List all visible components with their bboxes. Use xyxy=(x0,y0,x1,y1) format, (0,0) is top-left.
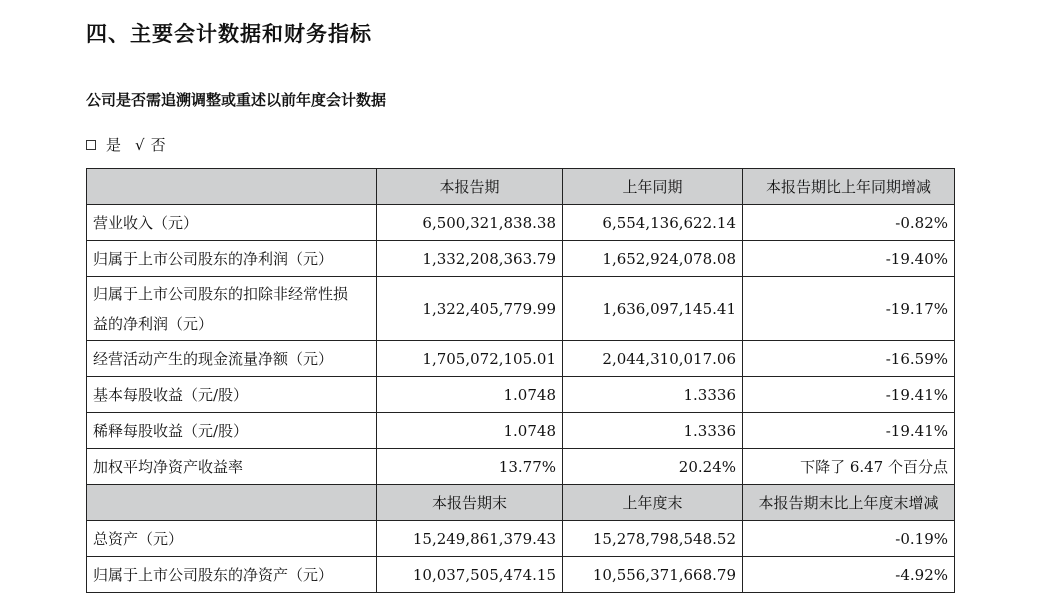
current-value: 10,037,505,474.15 xyxy=(377,557,563,593)
change-value: -19.40% xyxy=(743,241,955,277)
row-label xyxy=(87,277,377,341)
row-label: 基本每股收益（元/股） xyxy=(87,377,377,413)
prior-value: 1.3336 xyxy=(563,413,743,449)
current-value: 1.0748 xyxy=(377,377,563,413)
restatement-question: 公司是否需追溯调整或重述以前年度会计数据 xyxy=(86,91,387,109)
section-title: 四、主要会计数据和财务指标 xyxy=(86,21,372,46)
current-value: 1,332,208,363.79 xyxy=(377,241,563,277)
table-row xyxy=(87,413,955,449)
table-row xyxy=(87,277,955,341)
change-value: -0.19% xyxy=(743,521,955,557)
header-cell-current-period-end: 本报告期末 xyxy=(377,485,563,521)
row-label: 归属于上市公司股东的净利润（元） xyxy=(87,241,377,277)
row-label: 稀释每股收益（元/股） xyxy=(87,413,377,449)
restatement-choice xyxy=(86,134,166,155)
table-header-row xyxy=(87,169,955,205)
prior-value: 20.24% xyxy=(563,449,743,485)
table-row xyxy=(87,241,955,277)
change-value: 下降了 6.47 个百分点 xyxy=(743,449,955,485)
change-value: -4.92% xyxy=(743,557,955,593)
table-row xyxy=(87,205,955,241)
table-row xyxy=(87,341,955,377)
header-cell-blank xyxy=(87,485,377,521)
current-value: 6,500,321,838.38 xyxy=(377,205,563,241)
prior-value: 1,652,924,078.08 xyxy=(563,241,743,277)
row-label: 加权平均净资产收益率 xyxy=(87,449,377,485)
header-cell-change: 本报告期比上年同期增减 xyxy=(743,169,955,205)
prior-value: 1.3336 xyxy=(563,377,743,413)
header-cell-change: 本报告期末比上年度末增减 xyxy=(743,485,955,521)
financial-indicators-table xyxy=(86,168,955,593)
row-label: 营业收入（元） xyxy=(87,205,377,241)
change-value: -19.17% xyxy=(743,277,955,341)
prior-value: 6,554,136,622.14 xyxy=(563,205,743,241)
table-row xyxy=(87,377,955,413)
table-row xyxy=(87,521,955,557)
header-cell-blank xyxy=(87,169,377,205)
row-label: 经营活动产生的现金流量净额（元） xyxy=(87,341,377,377)
current-value: 1,322,405,779.99 xyxy=(377,277,563,341)
current-value: 15,249,861,379.43 xyxy=(377,521,563,557)
change-value: -19.41% xyxy=(743,413,955,449)
header-cell-current-period: 本报告期 xyxy=(377,169,563,205)
current-value: 1.0748 xyxy=(377,413,563,449)
table-subheader-row xyxy=(87,485,955,521)
yes-label: 是 xyxy=(106,136,122,154)
prior-value: 2,044,310,017.06 xyxy=(563,341,743,377)
row-label: 总资产（元） xyxy=(87,521,377,557)
table-row xyxy=(87,557,955,593)
change-value: -16.59% xyxy=(743,341,955,377)
row-label-line2: 益的净利润（元） xyxy=(93,314,214,333)
row-label-line1: 归属于上市公司股东的扣除非经常性损 xyxy=(93,284,349,303)
no-label: 否 xyxy=(150,136,166,154)
table-row xyxy=(87,449,955,485)
change-value: -0.82% xyxy=(743,205,955,241)
prior-value: 1,636,097,145.41 xyxy=(563,277,743,341)
prior-value: 10,556,371,668.79 xyxy=(563,557,743,593)
empty-checkbox-icon xyxy=(86,140,96,150)
prior-value: 15,278,798,548.52 xyxy=(563,521,743,557)
current-value: 13.77% xyxy=(377,449,563,485)
header-cell-prior-period: 上年同期 xyxy=(563,169,743,205)
header-cell-prior-year-end: 上年度末 xyxy=(563,485,743,521)
check-mark-icon: √ xyxy=(135,135,145,154)
row-label: 归属于上市公司股东的净资产（元） xyxy=(87,557,377,593)
change-value: -19.41% xyxy=(743,377,955,413)
current-value: 1,705,072,105.01 xyxy=(377,341,563,377)
